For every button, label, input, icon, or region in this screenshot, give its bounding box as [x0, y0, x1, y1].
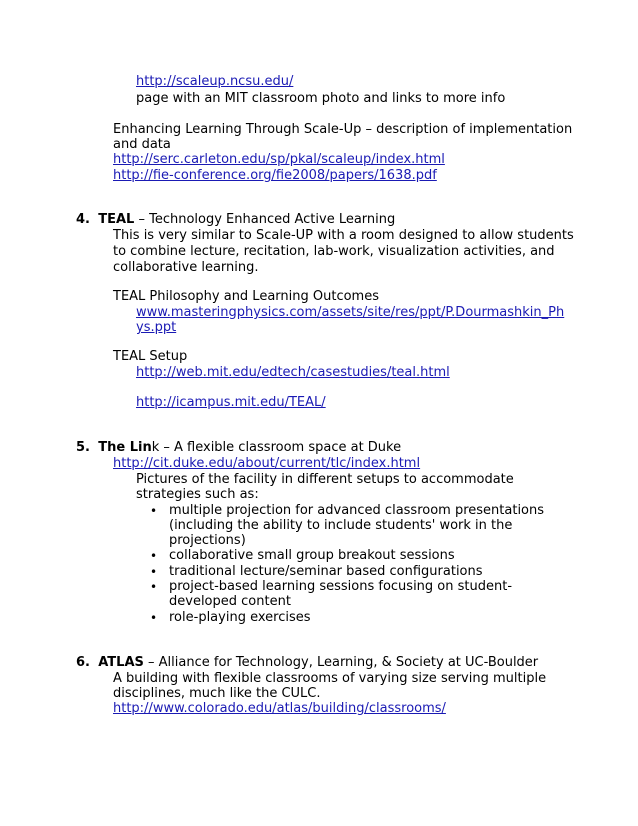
bullet-5: role-playing exercises — [169, 610, 311, 625]
scaleup-ncsu-link[interactable]: http://scaleup.ncsu.edu/ — [136, 74, 294, 89]
serc-carleton-link[interactable]: http://serc.carleton.edu/sp/pkal/scaleup/index.html — [113, 152, 445, 167]
bullet-2: collaborative small group breakout sessions — [169, 548, 455, 563]
scaleup-ncsu-description: page with an MIT classroom photo and links to more info — [136, 91, 506, 106]
teal-heading-rest: – Technology Enhanced Active Learning — [134, 212, 396, 227]
teal-number: 4. — [76, 212, 90, 227]
teal-philosophy-link-part-2[interactable]: ys.ppt — [136, 320, 177, 335]
thelink-term: The Lin — [98, 440, 152, 455]
teal-desc-line-1: This is very similar to Scale-UP with a room designed to allow students — [113, 228, 574, 243]
teal-heading — [76, 212, 395, 228]
atlas-number: 6. — [76, 655, 90, 670]
enhancing-learning-line-1: Enhancing Learning Through Scale-Up – description of implementation — [113, 122, 573, 137]
thelink-heading — [76, 440, 401, 456]
bullet-marker: • — [150, 504, 158, 518]
bullet-1-line-1: multiple projection for advanced classroom presentations — [169, 503, 545, 518]
bullet-marker: • — [150, 565, 158, 579]
atlas-desc-line-1: A building with flexible classrooms of varying size serving multiple — [113, 671, 547, 686]
thelink-desc-line-1: Pictures of the facility in different setups to accommodate — [136, 472, 514, 487]
atlas-term: ATLAS — [98, 655, 144, 670]
atlas-desc-line-2: disciplines, much like the CULC. — [113, 686, 321, 701]
teal-philosophy-title: TEAL Philosophy and Learning Outcomes — [113, 289, 379, 304]
bullet-marker: • — [150, 611, 158, 625]
teal-philosophy-link-part-1[interactable]: www.masteringphysics.com/assets/site/res/ppt/P.Dourmashkin_Ph — [136, 305, 565, 320]
teal-setup-link-1[interactable]: http://web.mit.edu/edtech/casestudies/teal.html — [136, 365, 450, 380]
bullet-3: traditional lecture/seminar based configurations — [169, 564, 483, 579]
teal-setup-title: TEAL Setup — [113, 349, 188, 364]
thelink-heading-rest: – A flexible classroom space at Duke — [159, 440, 402, 455]
teal-desc-line-3: collaborative learning. — [113, 260, 259, 275]
teal-term: TEAL — [98, 212, 135, 227]
bullet-4-line-1: project-based learning sessions focusing on student- — [169, 579, 513, 594]
teal-desc-line-2: to combine lecture, recitation, lab-work, visualization activities, and — [113, 244, 555, 259]
thelink-term-tail: k — [151, 440, 160, 455]
thelink-number: 5. — [76, 440, 90, 455]
bullet-marker: • — [150, 580, 158, 594]
atlas-heading-rest: – Alliance for Technology, Learning, & Society at UC-Boulder — [143, 655, 539, 670]
bullet-1-line-2: (including the ability to include students' work in the — [169, 518, 513, 533]
teal-setup-link-2[interactable]: http://icampus.mit.edu/TEAL/ — [136, 395, 326, 410]
colorado-atlas-link[interactable]: http://www.colorado.edu/atlas/building/classrooms/ — [113, 701, 446, 716]
bullet-4-line-2: developed content — [169, 594, 291, 609]
enhancing-learning-line-2: and data — [113, 137, 171, 152]
fie-conference-link[interactable]: http://fie-conference.org/fie2008/papers/1638.pdf — [113, 168, 437, 183]
thelink-desc-line-2: strategies such as: — [136, 487, 259, 502]
bullet-1-line-3: projections) — [169, 533, 246, 548]
duke-cit-link[interactable]: http://cit.duke.edu/about/current/tlc/index.html — [113, 456, 421, 471]
atlas-heading — [76, 655, 538, 671]
bullet-marker: • — [150, 549, 158, 563]
